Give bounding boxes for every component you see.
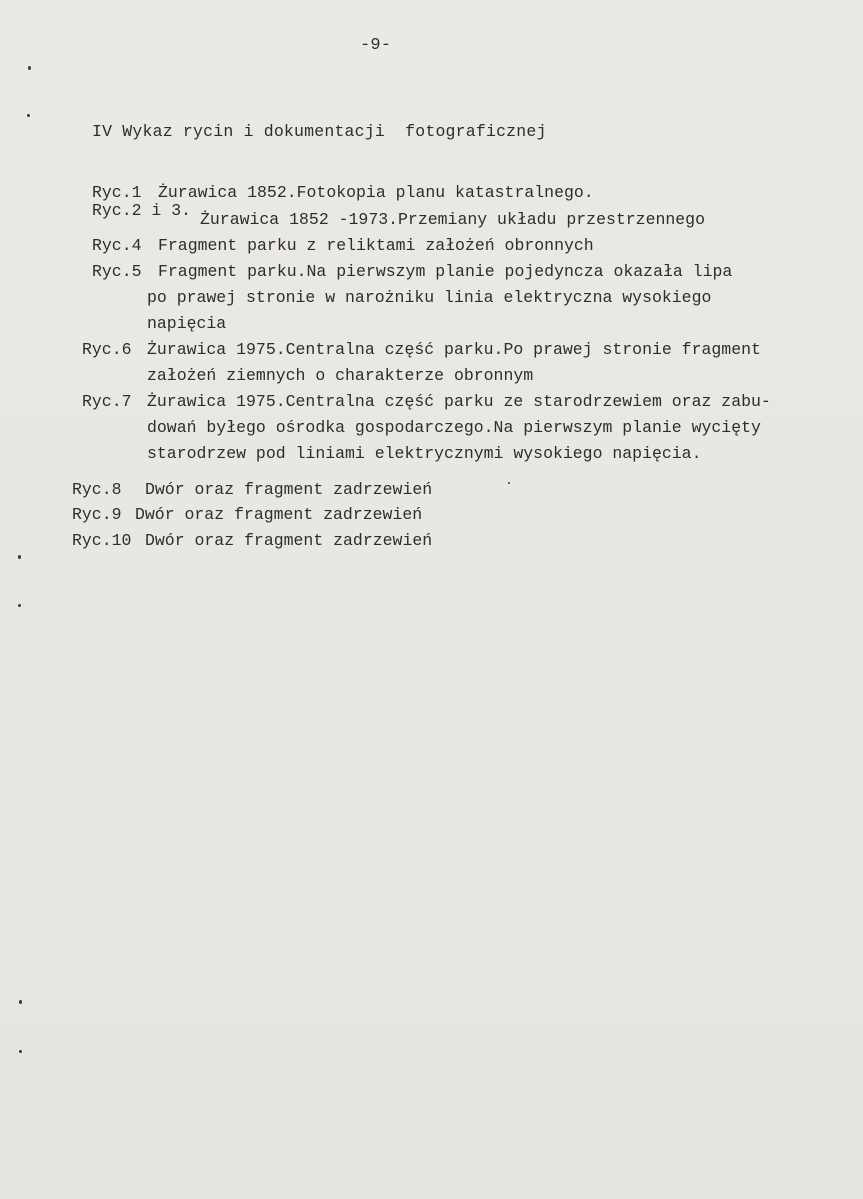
entry-8-line-1: Dwór oraz fragment zadrzewień (145, 480, 433, 499)
entry-1-label: Ryc.1 (92, 183, 142, 202)
entry-2-label: Ryc.2 i 3. (92, 201, 192, 220)
section-heading: IV Wykaz rycin i dokumentacji fotograficznej (92, 122, 547, 141)
entry-7-line-1: Żurawica 1975.Centralna część parku ze starodrzewiem oraz zabu- (147, 392, 771, 411)
entry-4-line-1: Fragment parku z reliktami założeń obronnych (158, 236, 594, 255)
page-number: -9- (360, 36, 392, 55)
entry-2-line-1: Żurawica 1852 -1973.Przemiany układu przestrzennego (200, 210, 705, 229)
entry-7-label: Ryc.7 (82, 392, 132, 411)
margin-speck (19, 1050, 22, 1053)
entry-7-line-3: starodrzew pod liniami elektrycznymi wysokiego napięcia. (147, 444, 702, 463)
entry-9-label: Ryc.9 (72, 505, 122, 524)
entry-10-label: Ryc.10 (72, 531, 132, 550)
entry-6-line-1: Żurawica 1975.Centralna część parku.Po prawej stronie fragment (147, 340, 761, 359)
entry-10-line-1: Dwór oraz fragment zadrzewień (145, 531, 433, 550)
entry-9-line-1: Dwór oraz fragment zadrzewień (135, 505, 423, 524)
margin-speck (18, 604, 21, 607)
entry-6-line-2: założeń ziemnych o charakterze obronnym (147, 366, 534, 385)
margin-speck (18, 555, 21, 559)
margin-speck (28, 66, 31, 70)
entry-8-label: Ryc.8 (72, 480, 122, 499)
entry-1-line-1: Żurawica 1852.Fotokopia planu katastralnego. (158, 183, 594, 202)
entry-7-line-2: dowań byłego ośrodka gospodarczego.Na pierwszym planie wycięty (147, 418, 761, 437)
entry-5-line-2: po prawej stronie w narożniku linia elektryczna wysokiego (147, 288, 712, 307)
entry-5-line-3: napięcia (147, 314, 227, 333)
entry-5-label: Ryc.5 (92, 262, 142, 281)
entry-4-label: Ryc.4 (92, 236, 142, 255)
page-speck (508, 482, 510, 484)
entry-6-label: Ryc.6 (82, 340, 132, 359)
entry-5-line-1: Fragment parku.Na pierwszym planie pojedyncza okazała lipa (158, 262, 733, 281)
margin-speck (27, 114, 30, 117)
margin-speck (19, 1000, 22, 1004)
